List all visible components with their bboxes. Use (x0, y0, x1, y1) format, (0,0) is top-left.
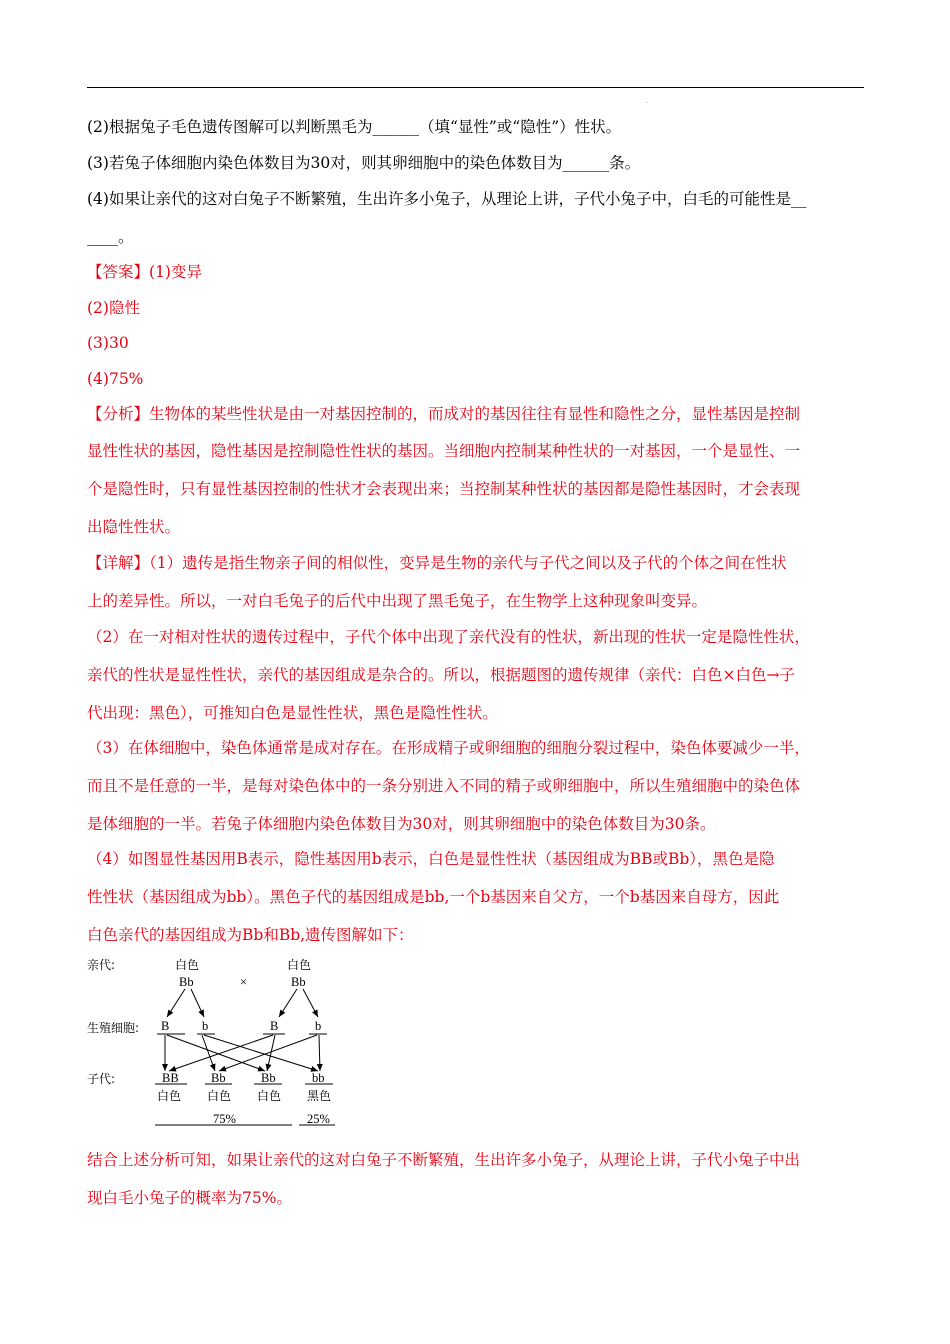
parent-right-color: 白色 (287, 958, 312, 972)
detail-p3-line2: 而且不是任意的一半，是每对染色体中的一条分别进入不同的精子或卵细胞中，所以生殖细胞中的染色体 (87, 777, 801, 795)
gamete-1: B (161, 1019, 170, 1033)
detail-p1-line1: 【详解】（1）遗传是指生物亲子间的相似性，变异是生物的亲代与子代之间以及子代的个体之间在性状 (87, 554, 787, 572)
page-dot: . (646, 98, 648, 105)
answer-label: 【答案】 (87, 263, 150, 281)
offspring-genotype-2: Bb (211, 1071, 226, 1085)
offspring-color-2: 白色 (207, 1089, 232, 1103)
row-label-parent: 亲代: (87, 958, 116, 972)
diagram-arrows (87, 955, 347, 1135)
arrow-b-to-Bb1 (202, 1035, 215, 1071)
conclusion-line2: 现白毛小兔子的概率为75%。 (87, 1189, 292, 1207)
detail-p3-line3: 是体细胞的一半。若兔子体细胞内染色体数目为30对，则其卵细胞中的染色体数目为30条。 (87, 815, 716, 833)
arrow-parent-right-to-B (279, 989, 297, 1017)
analysis-line2: 显性性状的基因，隐性基因是控制隐性性状的基因。当细胞内控制某种性状的一对基因，一个是显性、一 (87, 442, 801, 460)
question-4-line1: (4)如果让亲代的这对白兔子不断繁殖，生出许多小兔子，从理论上讲，子代小兔子中，白毛的可能性是__ (87, 190, 807, 208)
arrow-parent-right-to-b (303, 989, 318, 1017)
offspring-color-4: 黑色 (307, 1089, 332, 1103)
arrow-b2-to-bb (319, 1035, 320, 1071)
gamete-3: B (270, 1019, 279, 1033)
arrow-parent-left-to-B (167, 989, 185, 1017)
genetic-diagram (87, 955, 347, 1135)
answer-1: (1)变异 (149, 263, 202, 281)
arrow-B-to-Bb2 (167, 1035, 265, 1071)
offspring-color-3: 白色 (257, 1089, 282, 1103)
gamete-2: b (202, 1019, 209, 1033)
question-3: (3)若兔子体细胞内染色体数目为30对，则其卵细胞中的染色体数目为______条。 (87, 154, 641, 172)
detail-p2-line1: （2）在一对相对性状的遗传过程中，子代个体中出现了亲代没有的性状，新出现的性状一定是隐性性状， (87, 628, 810, 646)
arrow-parent-left-to-b (191, 989, 204, 1017)
analysis-label: 【分析】 (87, 405, 150, 423)
question-2: (2)根据兔子毛色遗传图解可以判断黑毛为______（填“显性”或“隐性”）性状。 (87, 118, 622, 136)
row-label-gamete: 生殖细胞: (87, 1021, 140, 1035)
question-4-line2: ____。 (87, 228, 134, 246)
answer-line1 (87, 261, 202, 283)
detail-p4-line1: （4）如图显性基因用B表示，隐性基因用b表示，白色是显性性状（基因组成为BB或Bb），黑色是隐 (87, 850, 775, 868)
detail-p3-line1: （3）在体细胞中，染色体通常是成对存在。在形成精子或卵细胞的细胞分裂过程中，染色体要减少一半， (87, 739, 810, 757)
answer-3: (3)30 (87, 334, 129, 352)
detail-p2-line2: 亲代的性状是显性性状，亲代的基因组成是杂合的。所以，根据题图的遗传规律（亲代：白色×白色→子 (87, 666, 795, 684)
conclusion-line1: 结合上述分析可知，如果让亲代的这对白兔子不断繁殖，生出许多小兔子，从理论上讲，子代小兔子中出 (87, 1151, 801, 1169)
gamete-4: b (315, 1019, 322, 1033)
parent-left-genotype: Bb (179, 975, 194, 989)
detail-p1-line2: 上的差异性。所以，一对白毛兔子的后代中出现了黑毛兔子，在生物学上这种现象叫变异。 (87, 592, 708, 610)
offspring-genotype-3: Bb (261, 1071, 276, 1085)
parent-left-color: 白色 (175, 958, 200, 972)
parent-right-genotype: Bb (291, 975, 306, 989)
answer-2: (2)隐性 (87, 299, 140, 317)
analysis-line4: 出隐性性状。 (87, 518, 181, 536)
offspring-genotype-1: BB (162, 1071, 179, 1085)
analysis-line1: 【分析】生物体的某些性状是由一对基因控制的，而成对的基因往往有显性和隐性之分，显性基因是控制 (87, 405, 801, 423)
detail-p4-line3: 白色亲代的基因组成为Bb和Bb,遗传图解如下： (87, 926, 414, 944)
detail-label: 【详解】 (87, 554, 150, 572)
analysis-line3: 个是隐性时，只有显性基因控制的性状才会表现出来；当控制某种性状的基因都是隐性基因时，才会表现 (87, 480, 801, 498)
cross-symbol: × (240, 975, 248, 989)
answer-4: (4)75% (87, 370, 144, 388)
detail-p2-line3: 代出现：黑色），可推知白色是显性性状，黑色是隐性性状。 (87, 704, 498, 722)
detail-p4-line2: 性性状（基因组成为bb）。黑色子代的基因组成是bb,一个b基因来自父方，一个b基因来自母方，因此 (87, 888, 780, 906)
offspring-genotype-4: bb (312, 1071, 325, 1085)
row-label-offspring: 子代: (87, 1072, 116, 1086)
offspring-color-1: 白色 (157, 1089, 182, 1103)
ratio-black: 25% (307, 1112, 330, 1126)
ratio-white: 75% (213, 1112, 236, 1126)
header-rule (87, 87, 864, 88)
